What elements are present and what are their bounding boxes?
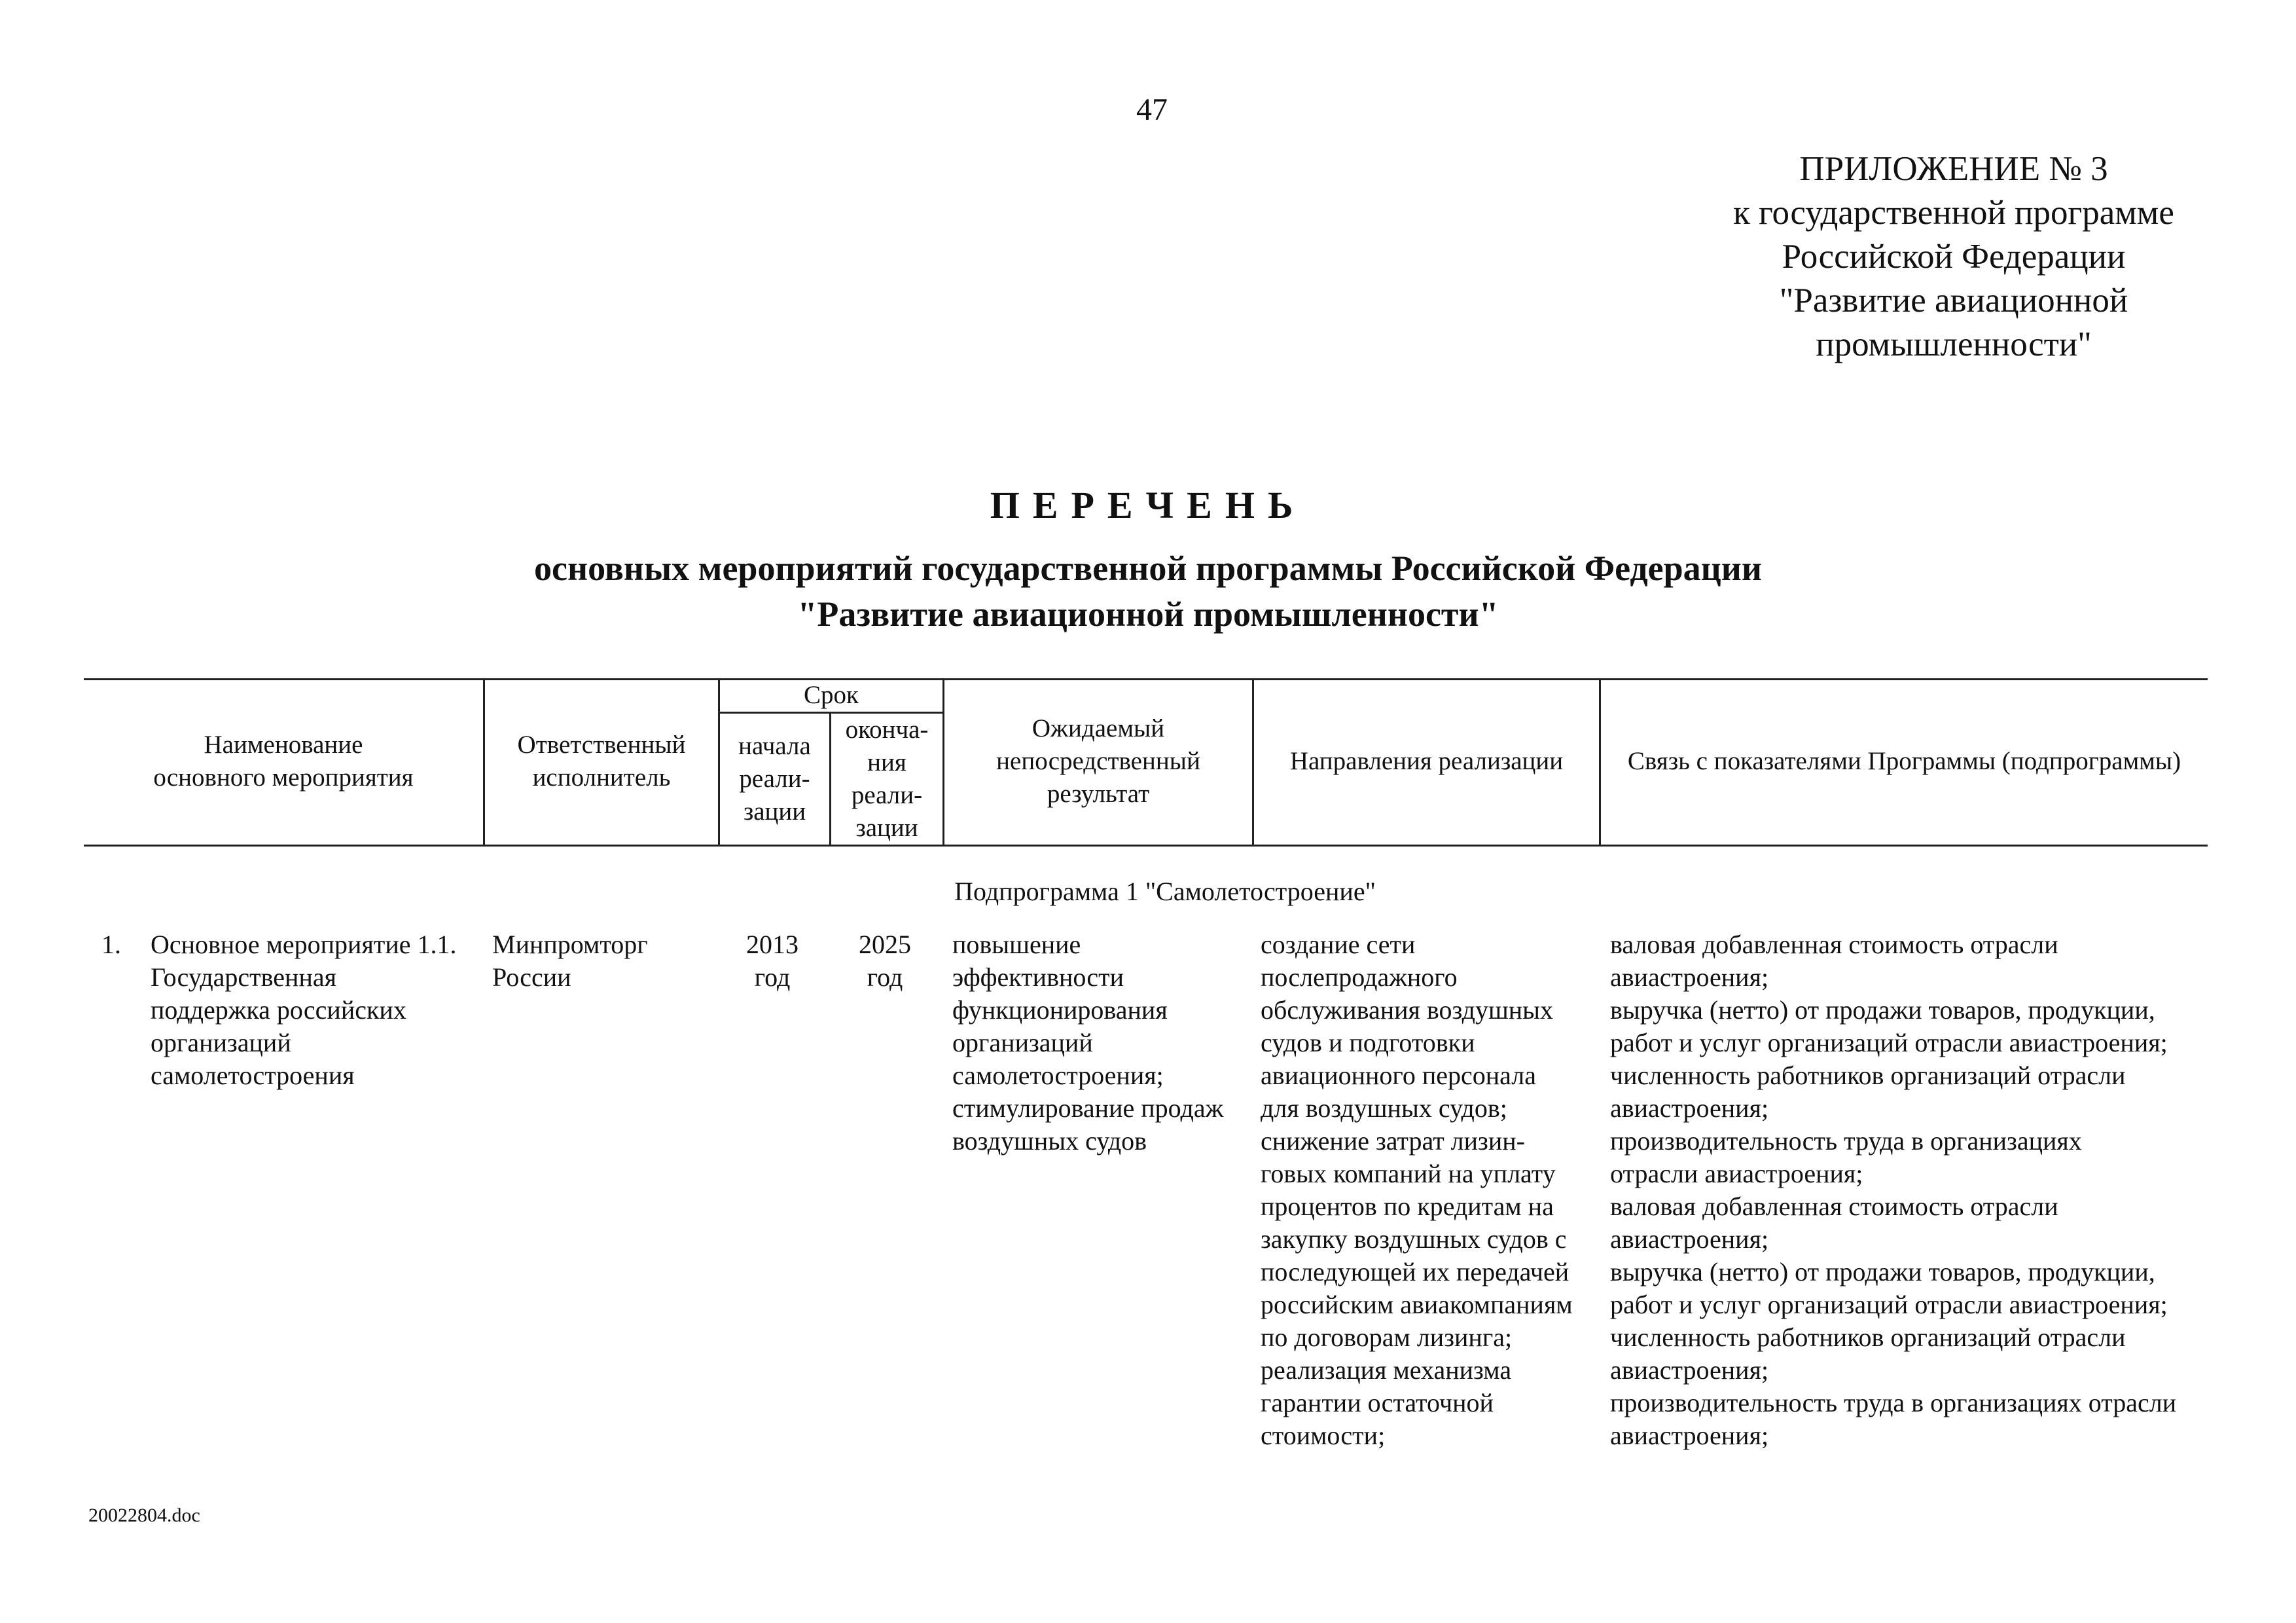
row-directions-line: стоимости;	[1261, 1421, 1386, 1450]
row-result-line: стимулирование продаж	[952, 1093, 1224, 1123]
subtitle-line: основных мероприятий государственной программы Российской Федерации	[533, 549, 1763, 588]
header-term: Срок	[804, 680, 859, 709]
header-name	[84, 678, 483, 845]
header-indicators: Связь с показателями Программы (подпрограммы)	[1627, 747, 2181, 775]
row-end-line: 2025	[859, 930, 911, 959]
header-result-line: результат	[1047, 780, 1150, 808]
header-directions: Направления реализации	[1289, 747, 1564, 775]
row-indicators-line: производительность труда в организациях отрасли	[1610, 1388, 2177, 1417]
row-directions-line: для воздушных судов;	[1261, 1093, 1507, 1123]
row-end	[833, 928, 937, 994]
header-start-line: реали-	[739, 765, 810, 793]
header-end-line: оконча-	[845, 716, 929, 744]
row-indicators-line: работ и услуг организаций отрасли авиастроения;	[1610, 1028, 2168, 1057]
appendix-line: промышленности"	[1816, 325, 2092, 363]
header-name-line: Наименование	[204, 731, 363, 759]
row-directions-line: процентов по кредитам на	[1261, 1192, 1554, 1221]
row-name-line: самолетостроения	[151, 1061, 355, 1090]
row-responsible-line: Минпромторг	[492, 930, 648, 959]
header-result-line: непосредственный	[996, 747, 1200, 775]
header-end-line: зации	[855, 814, 918, 842]
row-indicators-line: численность работников организаций отрасли	[1610, 1322, 2126, 1352]
row-indicators-line: численность работников организаций отрасли	[1610, 1061, 2126, 1090]
row-result-line: организаций	[952, 1028, 1093, 1057]
header-result	[944, 678, 1252, 845]
row-directions-line: по договорам лизинга;	[1261, 1322, 1513, 1352]
row-number: 1.	[101, 930, 121, 959]
row-name-line: поддержка российских	[151, 995, 406, 1025]
row-result-line: функционирования	[952, 995, 1168, 1025]
row-directions-line: закупку воздушных судов с	[1261, 1224, 1567, 1254]
row-directions-line: последующей их передачей	[1261, 1257, 1570, 1286]
row-directions-line: обслуживания воздушных	[1261, 995, 1554, 1025]
appendix-line: Российской Федерации	[1782, 238, 2126, 276]
table-header-bottom-rule	[84, 845, 2208, 847]
row-start-line: 2013	[746, 930, 798, 959]
subprogram-title: Подпрограмма 1 "Самолетостроение"	[954, 877, 1376, 906]
row-result-line: самолетостроения;	[952, 1061, 1164, 1090]
row-indicators-line: производительность труда в организациях	[1610, 1126, 2082, 1156]
subtitle-line: "Развитие авиационной промышленности"	[797, 594, 1499, 634]
page-number: 47	[1136, 92, 1168, 127]
row-directions-line: послепродажного	[1261, 962, 1458, 992]
row-name	[151, 928, 457, 1092]
row-indicators-line: валовая добавленная стоимость отрасли	[1610, 930, 2058, 959]
row-start	[720, 928, 825, 994]
row-directions-line: авиационного персонала	[1261, 1061, 1536, 1090]
row-result-line: повышение	[952, 930, 1081, 959]
header-result-line: Ожидаемый	[1031, 714, 1165, 742]
header-end	[831, 714, 942, 845]
row-indicators-line: авиастроения;	[1610, 1421, 1769, 1450]
row-indicators-line: выручка (нетто) от продажи товаров, продукции,	[1610, 995, 2155, 1025]
header-responsible-line: исполнитель	[532, 763, 671, 792]
row-end-line: год	[867, 962, 903, 992]
document-subtitle	[0, 545, 2296, 637]
row-directions	[1261, 928, 1573, 1452]
row-directions-line: создание сети	[1261, 930, 1416, 959]
row-result	[952, 928, 1223, 1158]
row-directions-line: говых компаний на уплату	[1261, 1159, 1556, 1188]
row-directions-line: реализация механизма	[1261, 1355, 1512, 1385]
row-indicators-line: авиастроения;	[1610, 962, 1769, 992]
row-responsible-line: России	[492, 962, 571, 992]
header-end-line: реали-	[851, 781, 923, 809]
row-name-line: Основное мероприятие 1.1.	[151, 930, 457, 959]
row-indicators-line: авиастроения;	[1610, 1093, 1769, 1123]
header-start-line: начала	[738, 732, 811, 760]
row-indicators-line: валовая добавленная стоимость отрасли	[1610, 1192, 2058, 1221]
appendix-block	[1676, 147, 2232, 367]
document-filename: 20022804.doc	[88, 1504, 200, 1526]
row-indicators	[1610, 928, 2176, 1452]
row-indicators-line: авиастроения;	[1610, 1224, 1769, 1254]
row-directions-line: российским авиакомпаниям	[1261, 1290, 1573, 1319]
row-indicators-line: выручка (нетто) от продажи товаров, продукции,	[1610, 1257, 2155, 1286]
header-name-line: основного мероприятия	[153, 763, 414, 792]
row-responsible	[492, 928, 648, 994]
row-name-line: организаций	[151, 1028, 291, 1057]
row-directions-line: судов и подготовки	[1261, 1028, 1475, 1057]
appendix-line: к государственной программе	[1733, 194, 2174, 232]
header-responsible	[485, 678, 718, 845]
row-name-line: Государственная	[151, 962, 337, 992]
row-indicators-line: авиастроения;	[1610, 1355, 1769, 1385]
row-indicators-line: отрасли авиастроения;	[1610, 1159, 1863, 1188]
row-result-line: воздушных судов	[952, 1126, 1147, 1156]
row-result-line: эффективности	[952, 962, 1124, 992]
document-title: ПЕРЕЧЕНЬ	[990, 484, 1306, 526]
appendix-line: "Развитие авиационной	[1779, 282, 2128, 319]
row-directions-line: снижение затрат лизин-	[1261, 1126, 1525, 1156]
header-end-line: ния	[867, 748, 906, 776]
row-start-line: год	[754, 962, 791, 992]
row-indicators-line: работ и услуг организаций отрасли авиастроения;	[1610, 1290, 2168, 1319]
header-start	[720, 714, 829, 845]
row-directions-line: гарантии остаточной	[1261, 1388, 1494, 1417]
header-responsible-line: Ответственный	[517, 731, 686, 759]
appendix-line: ПРИЛОЖЕНИЕ № 3	[1799, 150, 2108, 188]
header-start-line: зации	[743, 797, 806, 826]
